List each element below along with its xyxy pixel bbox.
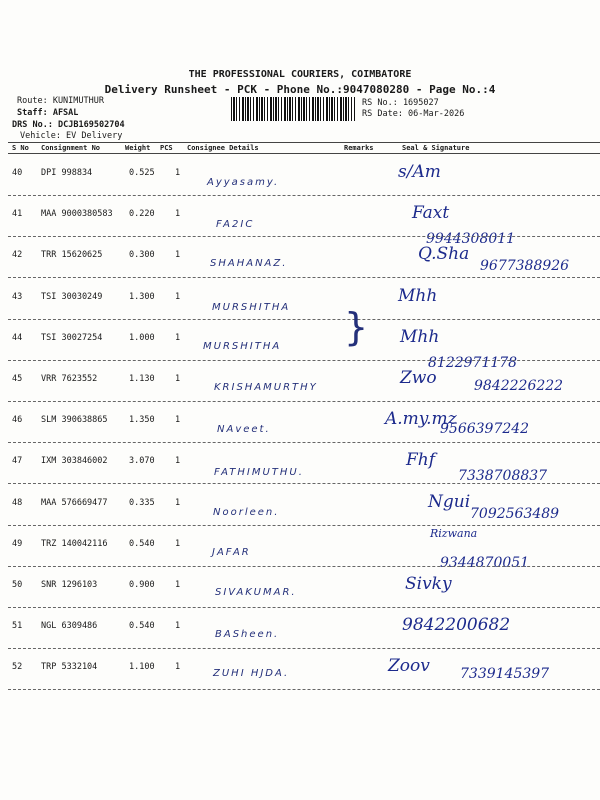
row-weight: 1.100 (129, 662, 155, 673)
table-row (0, 154, 600, 196)
row-sno: 52 (12, 662, 23, 673)
row-sno: 46 (12, 415, 23, 426)
runsheet-title: Delivery Runsheet - PCK - Phone No.:9047080280 - Page No.:4 (104, 83, 496, 96)
row-consignment-no: NGL 6309486 (41, 621, 98, 632)
row-weight: 0.540 (129, 621, 155, 632)
row-signature: Mhh (400, 326, 440, 347)
row-consignee-handwritten: MURSHITHA (212, 301, 291, 313)
table-row (0, 525, 600, 571)
row-consignment-no: SLM 390638865 (41, 415, 108, 426)
row-sno: 50 (12, 580, 23, 590)
row-weight: 0.300 (129, 250, 155, 261)
row-phone-handwritten: 9566397242 (440, 421, 530, 438)
row-consignee-handwritten: BASheen. (215, 629, 280, 641)
row-signature: Mhh (398, 285, 438, 306)
row-signature: 9842200682 (402, 615, 511, 636)
row-consignment-no: MAA 576669477 (41, 497, 108, 508)
table-row (0, 401, 600, 443)
row-signature: s/Am (398, 162, 441, 182)
col-weight: Weight (125, 144, 151, 152)
row-consignee-handwritten: Ayyasamy. (207, 177, 280, 188)
row-consignment-no: MAA 9000380583 (41, 209, 113, 220)
col-pcs: PCS (160, 144, 173, 152)
row-consignment-no: TSI 30030249 (41, 291, 103, 302)
row-phone-handwritten: 7092563489 (470, 505, 560, 522)
table-row (0, 566, 600, 608)
table-row (0, 607, 600, 649)
row-consignee-handwritten: FATHIMUTHU. (214, 467, 304, 479)
row-sno: 44 (12, 332, 23, 343)
row-signature: Zwo (400, 368, 437, 388)
row-signature: Zoov (388, 656, 430, 677)
row-pcs: 1 (175, 456, 181, 467)
row-signature: Ngui (428, 491, 471, 512)
remarks-brace: } (344, 305, 369, 349)
row-phone-handwritten: 9842226222 (474, 378, 564, 394)
row-phone-handwritten: 9944308011 (426, 231, 516, 248)
table-row (0, 648, 600, 690)
row-sno: 41 (12, 209, 23, 220)
row-pcs: 1 (175, 374, 181, 384)
header-top-line (8, 142, 600, 143)
row-sno: 47 (12, 456, 23, 467)
col-consignment: Consignment No (41, 144, 101, 152)
row-weight: 0.220 (129, 209, 155, 220)
staff-label: Staff: AFSAL (17, 108, 79, 118)
row-phone-handwritten: 8122971178 (428, 354, 518, 371)
row-pcs: 1 (175, 168, 181, 178)
col-sno: S No (12, 144, 29, 152)
drs-number: DRS No.: DCJB169502704 (12, 120, 125, 130)
rs-number: RS No.: 1695027 (362, 98, 439, 108)
col-seal-signature: Seal & Signature (402, 144, 470, 152)
row-consignment-no: VRR 7623552 (41, 374, 98, 384)
row-sno: 51 (12, 621, 23, 632)
table-row (0, 319, 600, 371)
table-row (0, 236, 600, 278)
table-row (0, 484, 600, 526)
row-signature: Rizwana (430, 526, 478, 540)
row-pcs: 1 (175, 538, 181, 549)
row-sno: 40 (12, 168, 23, 178)
row-weight: 0.525 (129, 168, 155, 178)
row-pcs: 1 (175, 250, 181, 261)
row-weight: 0.900 (129, 580, 155, 590)
row-sno: 48 (12, 497, 23, 508)
row-consignee-handwritten: MURSHITHA (203, 340, 282, 352)
table-row (0, 442, 600, 484)
row-sno: 42 (12, 250, 23, 261)
table-row (0, 278, 600, 320)
row-consignee-handwritten: FA2IC (216, 219, 255, 231)
row-consignment-no: SNR 1296103 (41, 580, 98, 590)
row-weight: 1.300 (129, 291, 155, 302)
row-weight: 3.070 (129, 456, 155, 467)
row-consignment-no: TRP 5332104 (41, 662, 98, 673)
row-signature: Fhf (406, 450, 436, 471)
row-pcs: 1 (175, 332, 181, 343)
row-separator (8, 689, 600, 690)
row-sno: 43 (12, 291, 23, 302)
row-signature: Faxt (412, 203, 450, 224)
row-pcs: 1 (175, 209, 181, 220)
row-pcs: 1 (175, 662, 181, 673)
row-pcs: 1 (175, 291, 181, 302)
row-phone-handwritten: 9344870051 (440, 554, 530, 571)
row-weight: 1.350 (129, 415, 155, 426)
row-pcs: 1 (175, 415, 181, 426)
row-phone-handwritten: 9677388926 (480, 258, 570, 275)
row-consignee-handwritten: Noorleen. (213, 506, 280, 518)
company-title: THE PROFESSIONAL COURIERS, COIMBATORE (188, 69, 412, 80)
row-consignee-handwritten: SIVAKUMAR. (215, 587, 297, 598)
route-label: Route: KUNIMUTHUR (17, 96, 104, 106)
table-row (0, 195, 600, 248)
row-consignment-no: DPI 998834 (41, 168, 93, 178)
row-weight: 0.335 (129, 497, 155, 508)
row-consignee-handwritten: KRISHAMURTHY (214, 382, 318, 393)
row-sno: 45 (12, 374, 23, 384)
barcode (231, 97, 355, 121)
row-pcs: 1 (175, 497, 181, 508)
vehicle-label: Vehicle: EV Delivery (20, 131, 123, 141)
row-weight: 0.540 (129, 538, 155, 549)
row-pcs: 1 (175, 621, 181, 632)
row-weight: 1.000 (129, 332, 155, 343)
row-signature: Sivky (405, 574, 452, 594)
row-consignee-handwritten: ZUHI HJDA. (213, 668, 290, 680)
table-row (0, 360, 600, 402)
row-consignment-no: IXM 303846002 (41, 456, 108, 467)
row-sno: 49 (12, 538, 23, 549)
row-consignee-handwritten: JAFAR (212, 546, 251, 558)
col-remarks: Remarks (344, 144, 374, 152)
row-pcs: 1 (175, 580, 181, 590)
row-phone-handwritten: 7338708837 (458, 468, 548, 485)
row-signature: A.my.mz (385, 409, 457, 430)
row-consignment-no: TRZ 140042116 (41, 538, 108, 549)
row-phone-handwritten: 7339145397 (460, 666, 550, 683)
row-consignee-handwritten: SHAHANAZ. (210, 258, 288, 270)
col-consignee: Consignee Details (187, 144, 259, 152)
rs-date: RS Date: 06-Mar-2026 (362, 109, 465, 119)
row-signature: Q.Sha (418, 244, 470, 265)
row-weight: 1.130 (129, 374, 155, 384)
row-consignee-handwritten: NAveet. (217, 424, 271, 436)
row-consignment-no: TSI 30027254 (41, 332, 103, 343)
row-consignment-no: TRR 15620625 (41, 250, 103, 261)
